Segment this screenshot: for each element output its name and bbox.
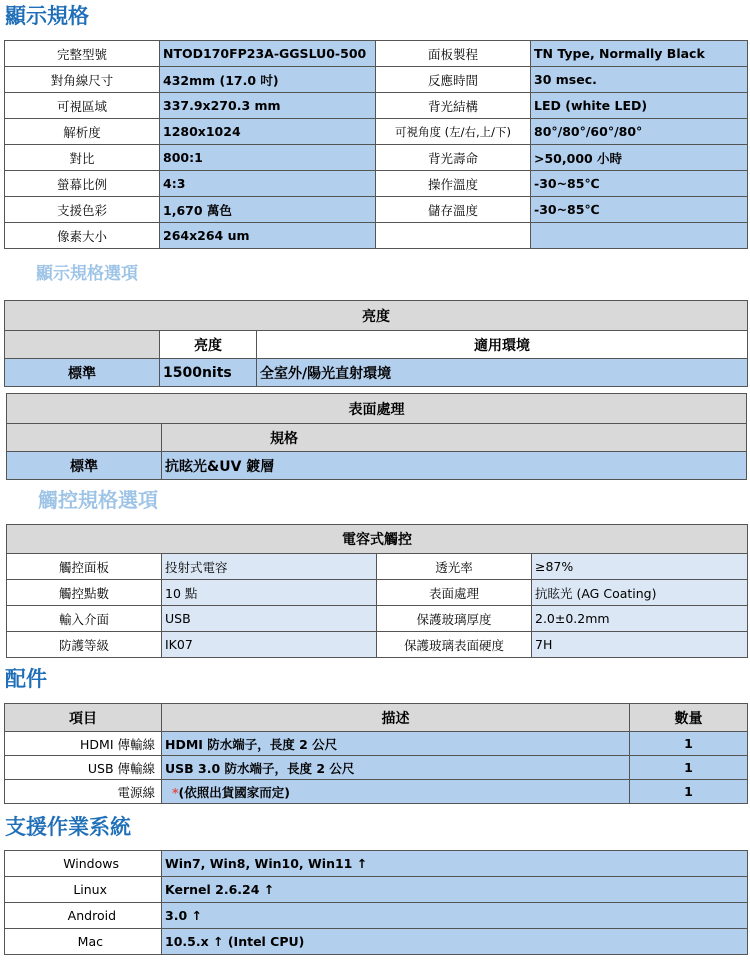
spec-value: 2.0±0.2mm — [532, 606, 748, 632]
qty-col-header: 數量 — [630, 704, 748, 732]
spec-label: 支援色彩 — [5, 197, 160, 223]
item-desc — [162, 732, 630, 756]
accessories-title: 配件 — [5, 667, 47, 691]
spec-label: 保護玻璃表面硬度 — [377, 632, 532, 658]
spec-value: USB — [162, 606, 377, 632]
spec-label: 背光結構 — [376, 93, 531, 119]
os-table — [4, 850, 748, 955]
os-name: Windows — [5, 851, 162, 877]
spec-label: 儲存溫度 — [376, 197, 531, 223]
spec-label — [376, 223, 531, 249]
os-title: 支援作業系統 — [5, 815, 131, 839]
spec-value: 抗眩光 (AG Coating) — [532, 580, 748, 606]
spec-label: 像素大小 — [5, 223, 160, 249]
spec-label: 反應時間 — [376, 67, 531, 93]
spec-label: 螢幕比例 — [5, 171, 160, 197]
item-desc-text: HDMI 防水端子，長度 2 公尺 — [165, 736, 338, 752]
spec-value: IK07 — [162, 632, 377, 658]
spec-value: 投射式電容 — [162, 554, 377, 580]
option-label: 標準 — [7, 452, 162, 480]
spec-value: 80°/80°/60°/80° — [531, 119, 748, 145]
spec-value: 1,670 萬色 — [160, 197, 376, 223]
spec-value: 337.9x270.3 mm — [160, 93, 376, 119]
table-row — [5, 780, 748, 804]
table-row — [7, 525, 748, 554]
table-row — [5, 223, 748, 249]
spec-col-header: 規格 — [162, 424, 747, 452]
display-spec-title: 顯示規格 — [5, 4, 89, 28]
brightness-value: 1500nits — [160, 359, 257, 387]
surface-value: 抗眩光&UV 鍍層 — [162, 452, 747, 480]
env-col-header: 適用環境 — [257, 331, 748, 359]
os-version: 10.5.x ↑ (Intel CPU) — [162, 929, 748, 955]
table-row — [7, 424, 747, 452]
item-name: USB 傳輸線 — [5, 756, 162, 780]
table-row — [5, 359, 748, 387]
spec-label: 面板製程 — [376, 41, 531, 67]
spec-value: 800:1 — [160, 145, 376, 171]
table-row — [5, 331, 748, 359]
spec-label: 解析度 — [5, 119, 160, 145]
table-row — [7, 554, 748, 580]
spec-label: 觸控點數 — [7, 580, 162, 606]
spec-label: 完整型號 — [5, 41, 160, 67]
brightness-col-header: 亮度 — [160, 331, 257, 359]
empty-cell — [5, 331, 160, 359]
table-row — [5, 67, 748, 93]
item-qty: 1 — [630, 732, 748, 756]
spec-value: -30~85℃ — [531, 197, 748, 223]
item-desc — [162, 780, 630, 804]
table-row — [7, 394, 747, 424]
spec-label: 防護等級 — [7, 632, 162, 658]
table-row — [5, 704, 748, 732]
os-version: Kernel 2.6.24 ↑ — [162, 877, 748, 903]
table-row — [5, 41, 748, 67]
table-row — [7, 606, 748, 632]
spec-value: LED (white LED) — [531, 93, 748, 119]
spec-value: >50,000 小時 — [531, 145, 748, 171]
spec-label: 操作溫度 — [376, 171, 531, 197]
accessories-table — [4, 703, 748, 804]
spec-label: 表面處理 — [377, 580, 532, 606]
table-row — [7, 580, 748, 606]
surface-header: 表面處理 — [7, 394, 747, 424]
table-row — [5, 851, 748, 877]
spec-label: 可視區域 — [5, 93, 160, 119]
spec-value: 432mm (17.0 吋) — [160, 67, 376, 93]
table-row — [5, 756, 748, 780]
display-spec-table — [4, 40, 748, 249]
item-qty: 1 — [630, 780, 748, 804]
spec-value: NTOD170FP23A-GGSLU0-500 — [160, 41, 376, 67]
item-name: 電源線 — [5, 780, 162, 804]
os-name: Linux — [5, 877, 162, 903]
env-value: 全室外/陽光直射環境 — [257, 359, 748, 387]
spec-label: 輸入介面 — [7, 606, 162, 632]
spec-label: 透光率 — [377, 554, 532, 580]
spec-label: 保護玻璃厚度 — [377, 606, 532, 632]
item-name: HDMI 傳輸線 — [5, 732, 162, 756]
table-row — [7, 452, 747, 480]
os-name: Android — [5, 903, 162, 929]
touch-title: 觸控規格選項 — [38, 488, 158, 512]
spec-value: TN Type, Normally Black — [531, 41, 748, 67]
spec-label: 觸控面板 — [7, 554, 162, 580]
table-row — [5, 171, 748, 197]
item-desc-text: USB 3.0 防水端子，長度 2 公尺 — [165, 760, 355, 776]
spec-label: 對角線尺寸 — [5, 67, 160, 93]
table-row — [5, 877, 748, 903]
table-row — [5, 197, 748, 223]
os-version: 3.0 ↑ — [162, 903, 748, 929]
table-row — [5, 929, 748, 955]
empty-cell — [7, 424, 162, 452]
touch-header: 電容式觸控 — [7, 525, 748, 554]
table-row — [5, 903, 748, 929]
option-label: 標準 — [5, 359, 160, 387]
os-version: Win7, Win8, Win10, Win11 ↑ — [162, 851, 748, 877]
spec-value: 1280x1024 — [160, 119, 376, 145]
spec-value: 30 msec. — [531, 67, 748, 93]
note-mark: * — [172, 784, 179, 800]
spec-value: 7H — [532, 632, 748, 658]
brightness-table — [4, 300, 748, 387]
table-row — [7, 632, 748, 658]
touch-table — [6, 524, 748, 658]
display-options-title: 顯示規格選項 — [36, 264, 138, 284]
os-name: Mac — [5, 929, 162, 955]
item-desc-text: (依照出貨國家而定) — [178, 784, 290, 800]
brightness-header: 亮度 — [5, 301, 748, 331]
spec-value: 264x264 um — [160, 223, 376, 249]
item-desc — [162, 756, 630, 780]
spec-value: 10 點 — [162, 580, 377, 606]
table-row — [5, 732, 748, 756]
spec-label: 可視角度 (左/右,上/下) — [376, 119, 531, 145]
table-row — [5, 145, 748, 171]
item-col-header: 項目 — [5, 704, 162, 732]
desc-col-header: 描述 — [162, 704, 630, 732]
item-qty: 1 — [630, 756, 748, 780]
spec-label: 背光壽命 — [376, 145, 531, 171]
spec-value: ≥87% — [532, 554, 748, 580]
spec-value: 4:3 — [160, 171, 376, 197]
spec-label: 對比 — [5, 145, 160, 171]
spec-value: -30~85℃ — [531, 171, 748, 197]
table-row — [5, 119, 748, 145]
table-row — [5, 93, 748, 119]
surface-table — [6, 393, 747, 480]
table-row — [5, 301, 748, 331]
spec-value — [531, 223, 748, 249]
